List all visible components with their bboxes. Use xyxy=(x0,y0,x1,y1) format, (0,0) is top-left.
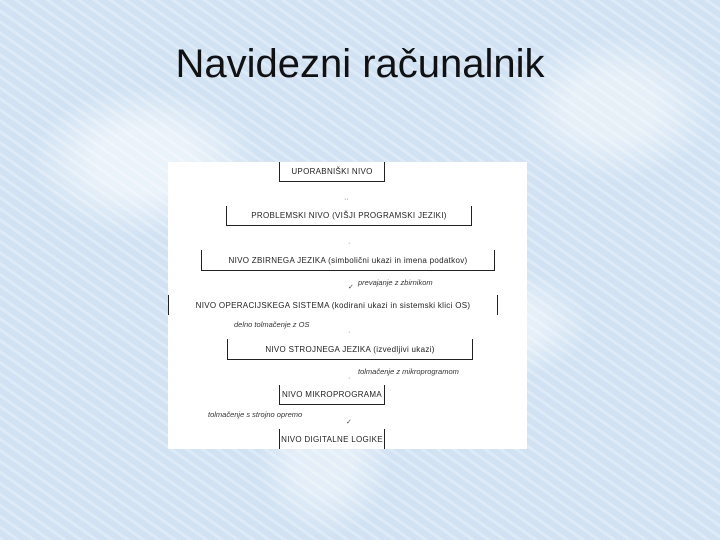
connector-arrow: ·· xyxy=(344,196,349,203)
level-digital-logic: NIVO DIGITALNE LOGIKE xyxy=(279,429,385,449)
level-os: NIVO OPERACIJSKEGA SISTEMA (kodirani ukazi in sistemski klici OS) xyxy=(168,295,498,315)
transition-os: delno tolmačenje z OS xyxy=(234,320,310,329)
transition-assembler: prevajanje z zbirnikom xyxy=(358,278,433,287)
level-problem: PROBLEMSKI NIVO (VIŠJI PROGRAMSKI JEZIKI) xyxy=(226,206,472,226)
level-microprogram: NIVO MIKROPROGRAMA xyxy=(279,385,385,405)
connector-arrow: · xyxy=(348,329,351,336)
level-machine: NIVO STROJNEGA JEZIKA (izvedljivi ukazi) xyxy=(227,339,473,360)
level-user: UPORABNIŠKI NIVO xyxy=(279,162,385,182)
connector-arrow: · xyxy=(348,240,351,247)
connector-arrow: ✓ xyxy=(348,284,354,291)
virtual-machine-levels-diagram xyxy=(168,162,527,449)
transition-hardware: tolmačenje s strojno opremo xyxy=(208,410,303,419)
connector-arrow: · xyxy=(348,375,351,382)
slide-title: Navidezni računalnik xyxy=(175,42,545,86)
transition-microprogram: tolmačenje z mikroprogramom xyxy=(358,367,459,376)
level-assembly: NIVO ZBIRNEGA JEZIKA (simbolični ukazi in imena podatkov) xyxy=(201,250,495,271)
connector-arrow: ✓ xyxy=(346,419,352,426)
